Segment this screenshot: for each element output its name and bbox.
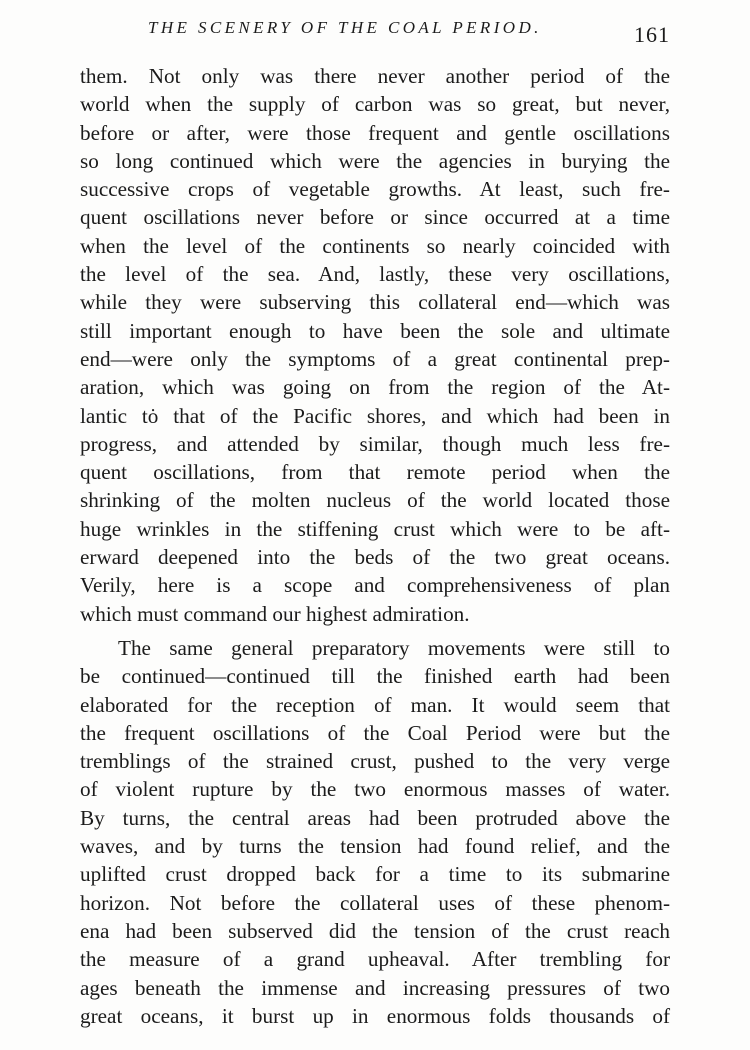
text-line: while they were subserving this collateral end—which was [80,290,670,315]
paragraph-1 [80,62,670,628]
text-line: successive crops of vegetable growths. At least, such fre- [80,177,670,202]
text-line: ena had been subserved did the tension of the crust reach [80,918,670,943]
text-line: end—were only the symptoms of a great continental prep- [80,346,670,371]
text-line: shrinking of the molten nucleus of the world located those [80,488,670,513]
text-line: By turns, the central areas had been protruded above the [80,805,670,830]
text-line: so long continued which were the agencies in burying the [80,148,670,173]
text-line: of violent rupture by the two enormous masses of water. [80,777,670,802]
text-line: world when the supply of carbon was so great, but never, [80,92,670,117]
text-line: aration, which was going on from the region of the At- [80,375,670,400]
text-line: ages beneath the immense and increasing pressures of two [80,975,670,1000]
text-line: when the level of the continents so nearly coincided with [80,233,670,258]
text-line: erward deepened into the beds of the two great oceans. [80,545,670,570]
text-line: lantic tȯ that of the Pacific shores, and which had been in [80,403,670,428]
text-line: horizon. Not before the collateral uses of these phenom- [80,890,670,915]
text-line: progress, and attended by similar, though much less fre- [80,431,670,456]
text-line: quent oscillations, from that remote period when the [80,460,670,485]
text-line: great oceans, it burst up in enormous folds thousands of [80,1003,670,1028]
text-line: the measure of a grand upheaval. After trembling for [80,947,670,972]
body-text [80,62,670,1030]
page-number: 161 [634,22,670,47]
text-line: Verily, here is a scope and comprehensiveness of plan [80,573,670,598]
text-line: uplifted crust dropped back for a time to its submarine [80,862,670,887]
text-line: The same general preparatory movements were still to [118,635,670,660]
text-line: be continued—continued till the finished earth had been [80,664,670,689]
running-title: THE SCENERY OF THE COAL PERIOD. [148,18,542,37]
text-line: the level of the sea. And, lastly, these very oscillations, [80,262,670,287]
paragraph-2 [80,634,670,1030]
text-line: huge wrinkles in the stiffening crust which were to be aft- [80,516,670,541]
text-line: still important enough to have been the sole and ultimate [80,318,670,343]
text-line: waves, and by turns the tension had found relief, and the [80,834,670,859]
text-line: the frequent oscillations of the Coal Period were but the [80,720,670,745]
text-line: which must command our highest admiration. [80,601,470,626]
text-line: tremblings of the strained crust, pushed to the very verge [80,749,670,774]
text-line: them. Not only was there never another period of the [80,64,670,88]
text-line: elaborated for the reception of man. It would seem that [80,692,670,717]
text-line: quent oscillations never before or since occurred at a time [80,205,670,230]
text-line: before or after, were those frequent and gentle oscillations [80,120,670,145]
running-header [80,18,670,48]
